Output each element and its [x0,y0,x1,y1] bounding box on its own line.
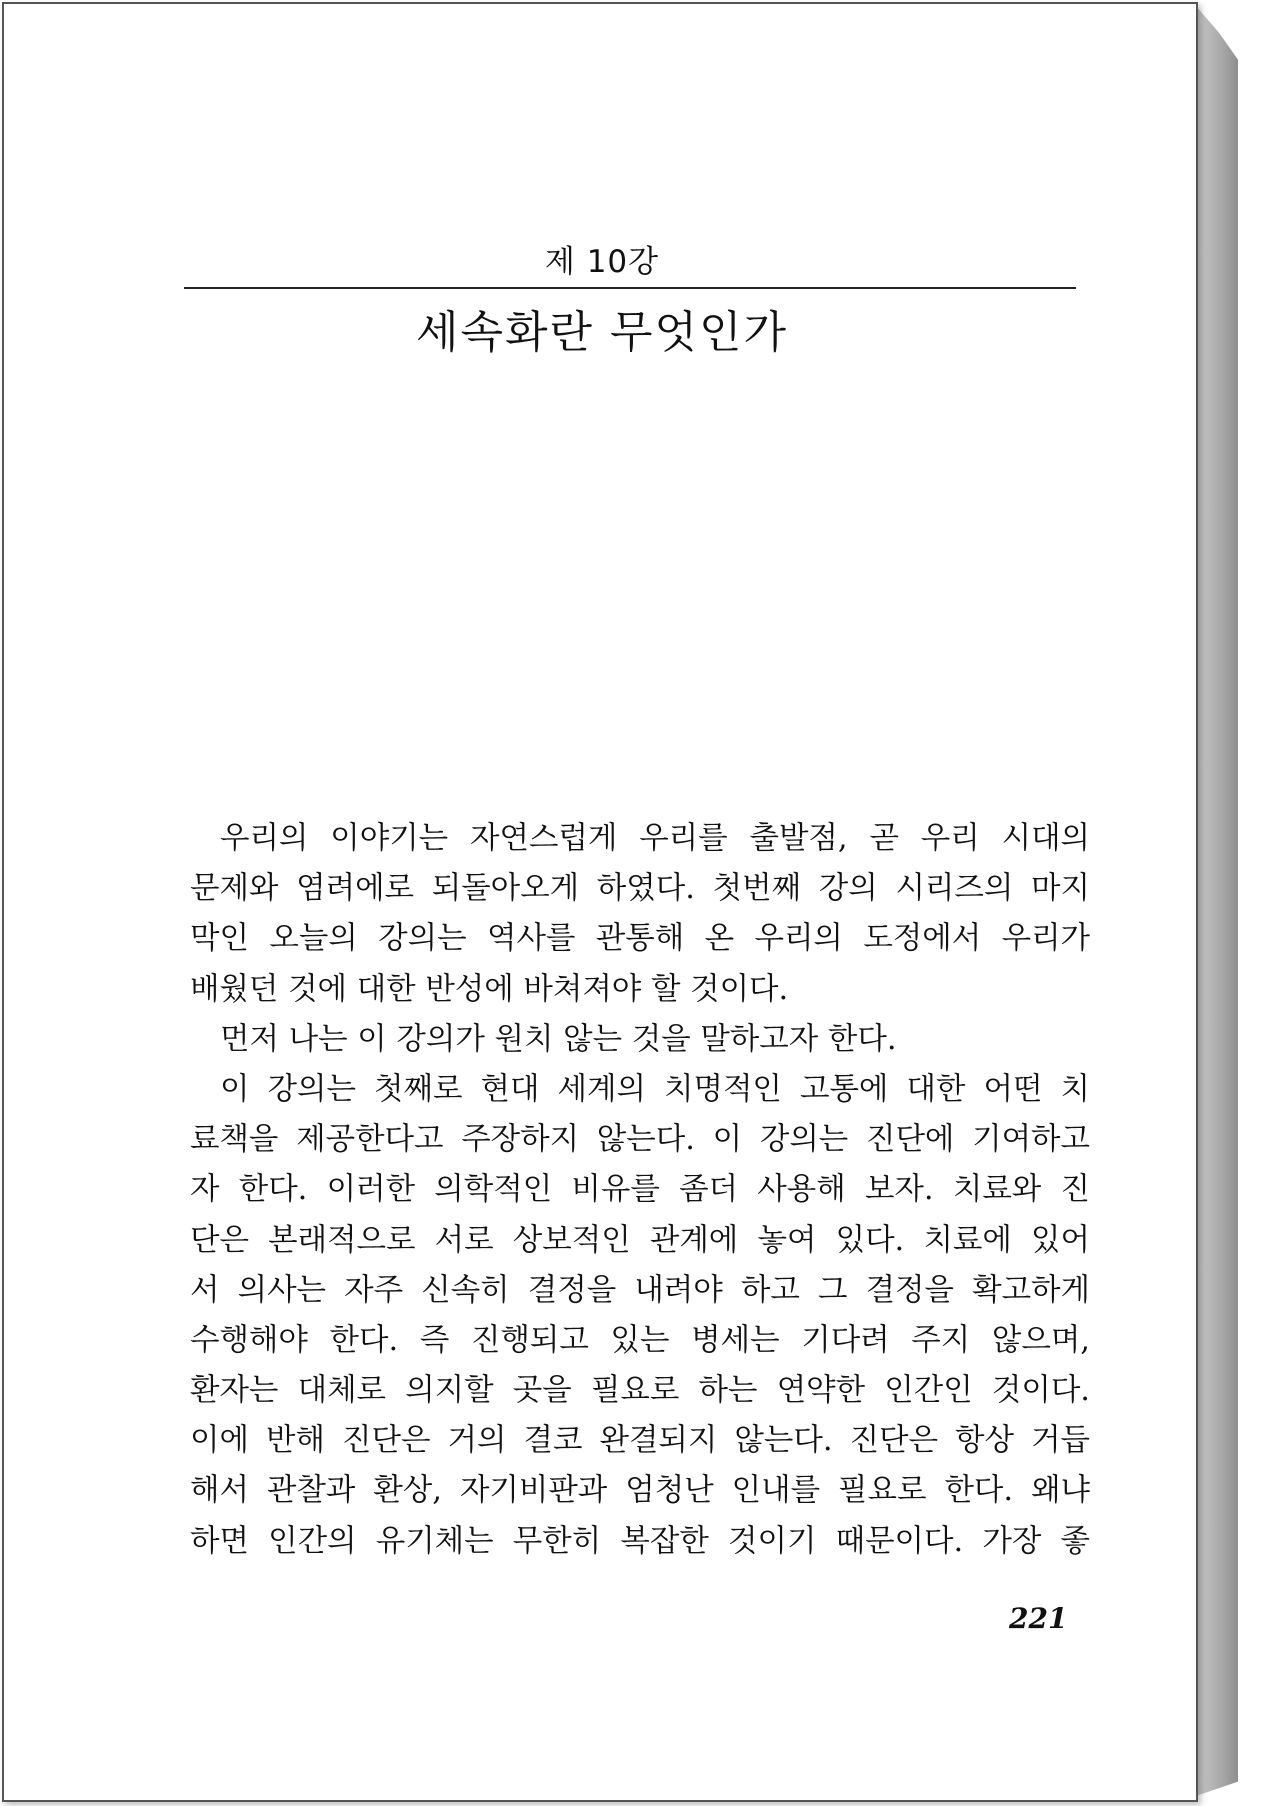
text-line: 하면 인간의 유기체는 무한히 복잡한 것이기 때문이다. 가장 좋 [190,1523,1090,1559]
book-page [2,2,1198,1802]
text-line: 이 강의는 첫째로 현대 세계의 치명적인 고통에 대한 어떤 치 [220,1071,1090,1107]
text-line: 해서 관찰과 환상, 자기비판과 엄청난 인내를 필요로 한다. 왜냐 [190,1473,1090,1509]
text-line: 료책을 제공한다고 주장하지 않는다. 이 강의는 진단에 기여하고 [190,1122,1090,1158]
text-line: 배웠던 것에 대한 반성에 바쳐져야 할 것이다. [190,971,789,1007]
text-line: 환자는 대체로 의지할 곳을 필요로 하는 연약한 인간인 것이다. [190,1373,1090,1409]
body-text [190,814,1090,1567]
text-line: 서 의사는 자주 신속히 결정을 내려야 하고 그 결정을 확고하게 [190,1272,1090,1308]
page-edge [1196,6,1238,1796]
text-line: 이에 반해 진단은 거의 결코 완결되지 않는다. 진단은 항상 거듭 [190,1423,1090,1459]
chapter-label: 제 10강 [544,244,660,280]
text-line: 단은 본래적으로 서로 상보적인 관계에 놓여 있다. 치료에 있어 [190,1222,1090,1258]
text-line: 수행해야 한다. 즉 진행되고 있는 병세는 기다려 주지 않으며, [190,1322,1090,1358]
chapter-divider [184,287,1076,289]
text-line: 먼저 나는 이 강의가 원치 않는 것을 말하고자 한다. [220,1021,897,1057]
text-line: 자 한다. 이러한 의학적인 비유를 좀더 사용해 보자. 치료와 진 [190,1172,1090,1208]
chapter-title: 세속화란 무엇인가 [415,307,789,358]
text-line: 문제와 염려에로 되돌아오게 하였다. 첫번째 강의 시리즈의 마지 [190,871,1090,907]
page-number: 221 [1009,1602,1068,1635]
text-line: 우리의 이야기는 자연스럽게 우리를 출발점, 곧 우리 시대의 [220,821,1090,856]
text-line: 막인 오늘의 강의는 역사를 관통해 온 우리의 도정에서 우리가 [190,921,1090,957]
